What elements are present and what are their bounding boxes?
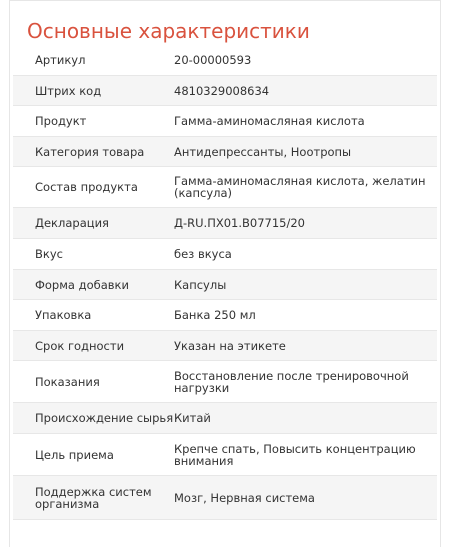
spec-label: Артикул <box>35 53 86 67</box>
spec-label: Цель приема <box>35 447 114 462</box>
spec-row-flavor <box>13 239 437 270</box>
spec-row-article <box>13 45 437 76</box>
spec-label: Упаковка <box>35 308 92 322</box>
spec-row-package <box>13 300 437 331</box>
spec-label: Форма добавки <box>35 277 129 292</box>
spec-value: Крепче спать, Повысить концентрацию внимания <box>174 441 416 468</box>
spec-value: Гамма-аминомасляная кислота, желатин (капсула) <box>174 174 426 200</box>
spec-value: Указан на этикете <box>174 338 286 353</box>
spec-row-indications <box>13 361 437 403</box>
spec-label: Продукт <box>35 114 87 128</box>
spec-row-purpose <box>13 434 437 476</box>
spec-value: Д-RU.ПХ01.В07715/20 <box>174 216 305 230</box>
spec-value: без вкуса <box>174 247 232 261</box>
spec-label: Декларация <box>35 216 109 230</box>
specs-table <box>13 45 437 520</box>
spec-row-body-support <box>13 476 437 520</box>
spec-row-form <box>13 270 437 300</box>
spec-label: Происхождение сырья <box>35 411 174 425</box>
spec-label: Срок годности <box>35 338 125 353</box>
spec-label: Вкус <box>35 247 63 261</box>
spec-label: Штрих код <box>35 83 102 98</box>
spec-row-shelf-life <box>13 331 437 361</box>
spec-row-origin <box>13 403 437 434</box>
spec-row-category <box>13 137 437 167</box>
spec-label: Категория товара <box>35 144 145 159</box>
spec-value: Банка 250 мл <box>174 308 256 322</box>
spec-row-declaration <box>13 208 437 239</box>
spec-value: Мозг, Нервная система <box>174 490 315 505</box>
spec-value: 20-00000593 <box>174 53 252 67</box>
spec-label: Поддержка систем организма <box>35 484 152 511</box>
spec-value: Гамма-аминомасляная кислота <box>174 114 365 128</box>
spec-label: Состав продукта <box>35 180 138 194</box>
spec-value: Восстановление после тренировочной нагрузки <box>174 368 409 395</box>
section-title: Основные характеристики <box>27 19 310 43</box>
specs-panel <box>9 0 441 547</box>
spec-value: Антидепрессанты, Ноотропы <box>174 144 352 159</box>
spec-value: Капсулы <box>174 277 227 292</box>
spec-value: 4810329008634 <box>174 83 270 98</box>
spec-row-product <box>13 106 437 137</box>
spec-row-barcode <box>13 76 437 106</box>
spec-row-composition <box>13 167 437 208</box>
spec-label: Показания <box>35 374 100 389</box>
spec-value: Китай <box>174 411 211 425</box>
